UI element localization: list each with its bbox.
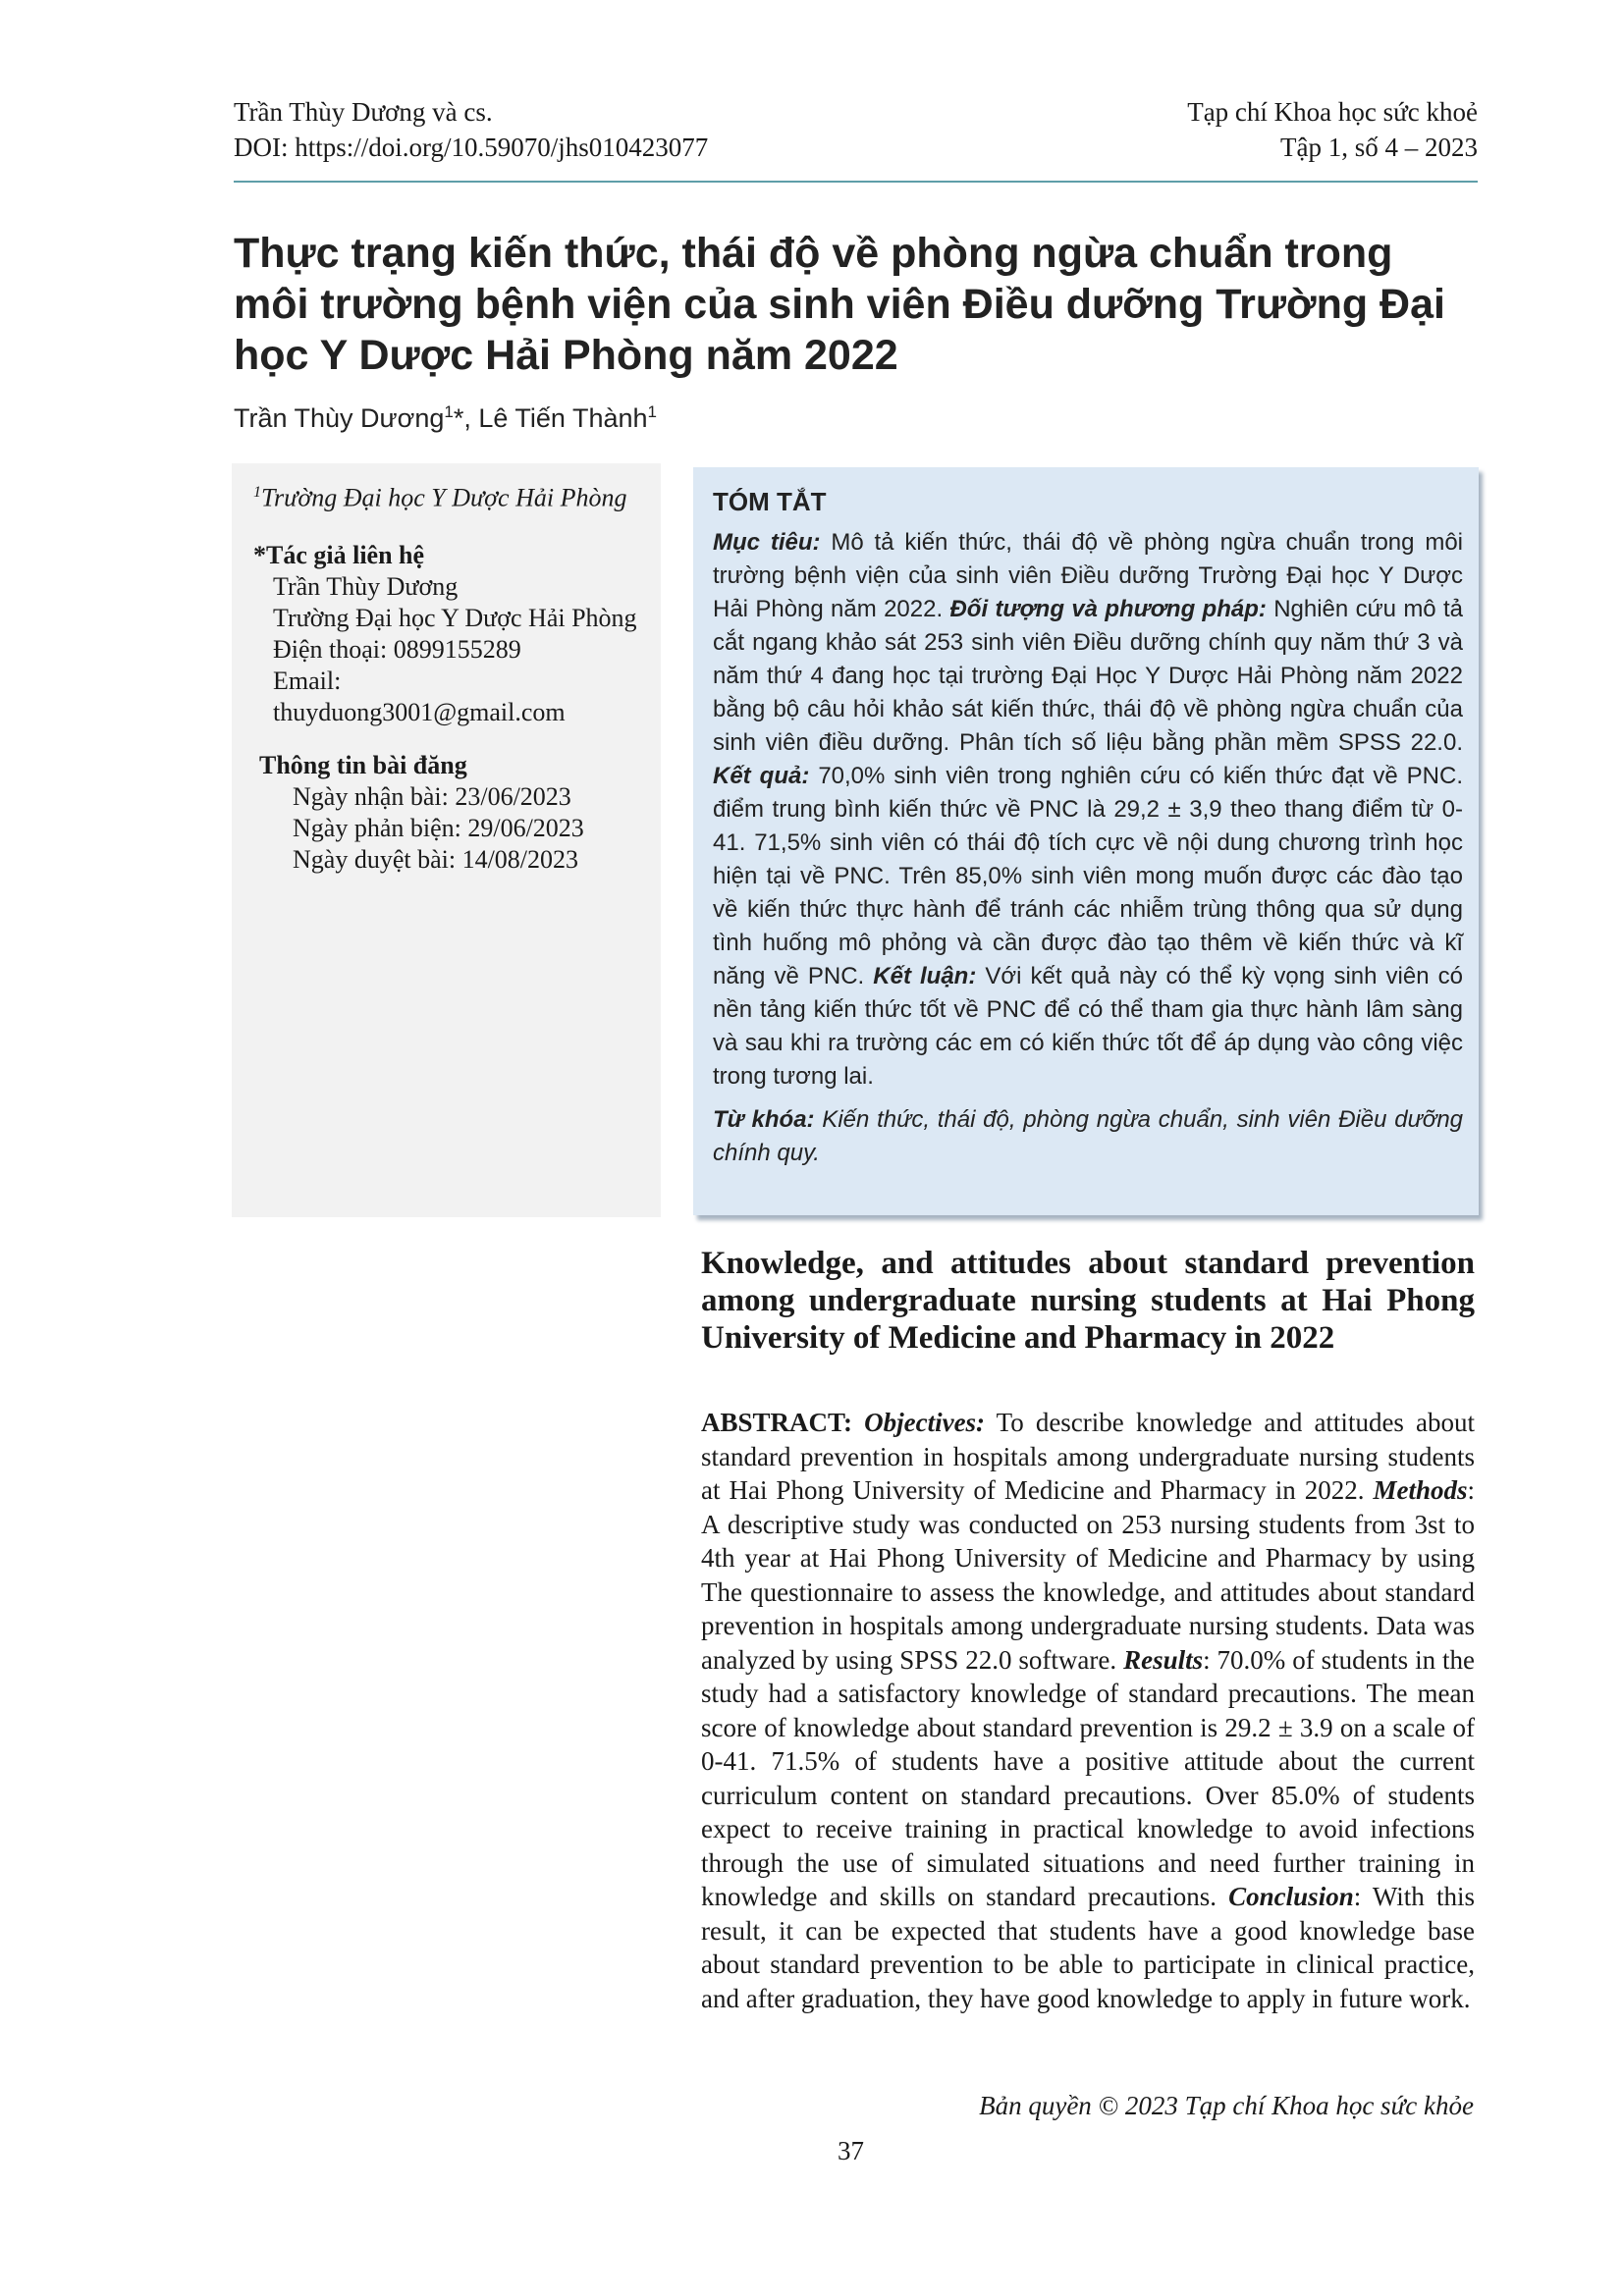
- date-received: Ngày nhận bài: 23/06/2023: [293, 781, 571, 811]
- date-accepted: Ngày duyệt bài: 14/08/2023: [293, 844, 579, 874]
- header-divider: [234, 181, 1478, 183]
- objectives-label: Objectives:: [864, 1408, 986, 1437]
- abstract-heading: TÓM TẮT: [713, 487, 827, 516]
- vietnamese-abstract-box: [693, 467, 1479, 1215]
- running-header-left: [234, 94, 708, 165]
- objective-text: Mô tả kiến thức, thái độ về phòng ngừa chuẩn trong môi trường bệnh viện của sinh viên Điều dưỡng Trường Đại học Y Dược Hải Phòng năm 2022.: [713, 529, 1464, 622]
- methods-text: Nghiên cứu mô tả cắt ngang khảo sát 253 sinh viên Điều dưỡng chính quy năm thứ 3 và năm thứ 4 đang học tại trường Đại Học Y Dược Hải Phòng năm 2022 bằng bộ câu hỏi khảo sát kiến thức, thái độ về phòng ngừa chuẩn của sinh viên điều dưỡng. Phân tích số liệu bằng phần mềm SPSS 22.0.: [713, 596, 1463, 756]
- header-doi[interactable]: DOI: https://doi.org/10.59070/jhs010423077: [234, 133, 709, 162]
- contact-email-label: Email:: [273, 666, 342, 695]
- author-list: [234, 402, 657, 434]
- header-volume: Tập 1, số 4 – 2023: [1280, 133, 1478, 162]
- affiliation: [253, 477, 661, 514]
- abstract-label: ABSTRACT:: [701, 1408, 853, 1437]
- results-text: 70,0% sinh viên trong nghiên cứu có kiến thức đạt về PNC. điểm trung bình kiến thức về PNC là 29,2 ± 3,9 theo thang điểm từ 0-41. 71,5% sinh viên có thái độ tích cực về nội dung chương trình học hiện tại về PNC. Trên 85,0% sinh viên mong muốn được các đào tạo về kiến thức thực hành để tránh các nhiễm trùng thông qua sử dụng tình huống mô phỏng và cần được đào tạo thêm về kiến thức và kĩ năng về PNC.: [713, 763, 1463, 989]
- affiliation-mark: 1: [444, 402, 454, 421]
- results-label: Kết quả:: [713, 763, 810, 789]
- affiliation-mark: 1: [253, 484, 261, 501]
- running-header-right: [1187, 94, 1478, 165]
- page-number: 37: [838, 2136, 864, 2165]
- objectives-text: To describe knowledge and attitudes about standard prevention in hospitals among undergraduate nursing students at Hai Phong University of Medicine and Pharmacy in 2022.: [701, 1408, 1475, 1505]
- english-abstract: [701, 1406, 1475, 2015]
- abstract-body: [713, 526, 1463, 1094]
- objective-label: Mục tiêu:: [713, 529, 821, 556]
- corresponding-mark: *: [453, 403, 464, 433]
- keywords: [713, 1103, 1463, 1170]
- methods-label: Methods: [1373, 1475, 1468, 1505]
- copyright-notice: Bản quyền © 2023 Tạp chí Khoa học sức khỏe: [979, 2091, 1474, 2120]
- author-name: Lê Tiến Thành: [478, 403, 648, 433]
- publication-info-heading: Thông tin bài đăng: [259, 750, 467, 779]
- keywords-label: Từ khóa:: [713, 1106, 815, 1133]
- conclusion-label: Kết luận:: [873, 963, 977, 989]
- header-journal: Tạp chí Khoa học sức khoẻ: [1187, 97, 1478, 127]
- date-reviewed: Ngày phản biện: 29/06/2023: [293, 813, 584, 842]
- affiliation-mark: 1: [647, 402, 657, 421]
- results-label: Results: [1123, 1644, 1204, 1675]
- conclusion-text: Với kết quả này có thể kỳ vọng sinh viên có nền tảng kiến thức tốt về PNC để có thể tham gia thực hành lâm sàng và sau khi ra trường các em có kiến thức tốt để áp dụng vào công việc trong tương lai.: [713, 963, 1463, 1090]
- english-title: Knowledge, and attitudes about standard prevention among undergraduate nursing students at Hai Phong University of Medicine and Pharmacy in 2022: [701, 1246, 1475, 1356]
- contact-phone: Điện thoại: 0899155289: [273, 634, 521, 664]
- contact-organization: Trường Đại học Y Dược Hải Phòng: [273, 603, 637, 632]
- article-title: Thực trạng kiến thức, thái độ về phòng ngừa chuẩn trong môi trường bệnh viện của sinh viên Điều dưỡng Trường Đại học Y Dược Hải Phòng năm 2022: [234, 230, 1445, 379]
- contact-name: Trần Thùy Dương: [273, 571, 459, 601]
- affiliation-name: Trường Đại học Y Dược Hải Phòng: [261, 483, 627, 512]
- contact-email[interactable]: thuyduong3001@gmail.com: [273, 697, 566, 726]
- article-info-sidebar: [232, 463, 661, 1217]
- methods-text: : A descriptive study was conducted on 253 nursing students from 3st to 4th year at Hai Phong University of Medicine and Pharmacy by using The questionnaire to assess the knowledge, and attitudes about standard prevention in hospitals among undergraduate nursing students. Data was analyzed by using SPSS 22.0 software.: [701, 1475, 1475, 1675]
- conclusion-text: : With this result, it can be expected that students have a good knowledge base about standard prevention to be able to participate in clinical practice, and after graduation, they have good knowledge to apply in future work.: [701, 1882, 1475, 2013]
- author-separator: ,: [463, 403, 479, 433]
- header-authors: Trần Thùy Dương và cs.: [234, 97, 493, 127]
- conclusion-label: Conclusion: [1228, 1882, 1354, 1911]
- author-name: Trần Thùy Dương: [234, 403, 445, 433]
- contact-heading: *Tác giả liên hệ: [253, 540, 425, 569]
- keywords-text: Kiến thức, thái độ, phòng ngừa chuẩn, sinh viên Điều dưỡng chính quy.: [713, 1106, 1464, 1166]
- results-text: : 70.0% of students in the study had a satisfactory knowledge of standard precautions. The mean score of knowledge about standard prevention is 29.2 ± 3.9 on a scale of 0-41. 71.5% of students have a positive attitude about the current curriculum content on standard precautions. Over 85.0% of students expect to receive training in practical knowledge to avoid infections through the use of simulated situations and need further training in knowledge and skills on standard precautions.: [701, 1644, 1475, 1911]
- methods-label: Đối tượng và phương pháp:: [949, 596, 1267, 622]
